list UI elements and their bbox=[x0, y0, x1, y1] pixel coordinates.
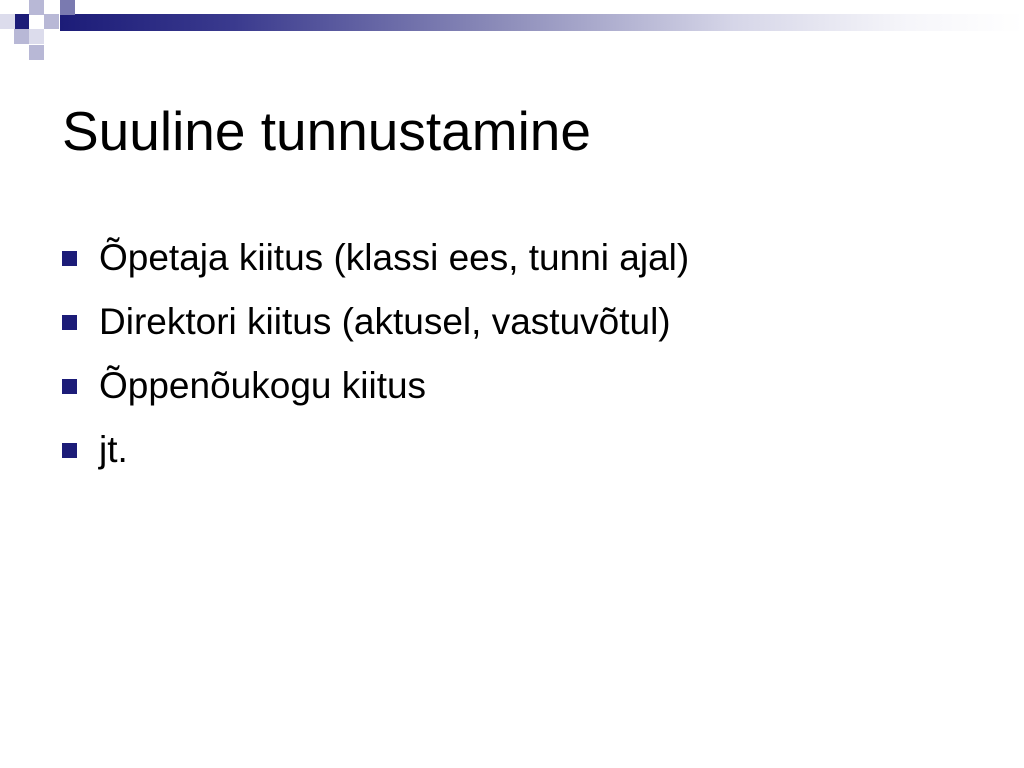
header-square-icon bbox=[14, 29, 29, 44]
slide-title: Suuline tunnustamine bbox=[62, 100, 591, 162]
header-square-icon bbox=[29, 29, 44, 44]
bullet-item bbox=[62, 226, 689, 290]
square-bullet-icon bbox=[62, 315, 77, 330]
bullet-text: Õppenõukogu kiitus bbox=[99, 365, 427, 406]
square-bullet-icon bbox=[62, 379, 77, 394]
header-square-icon bbox=[44, 14, 59, 29]
header-square-icon bbox=[14, 14, 29, 29]
header-square-icon bbox=[29, 0, 44, 15]
bullet-text: Õpetaja kiitus (klassi ees, tunni ajal) bbox=[99, 237, 690, 278]
square-bullet-icon bbox=[62, 251, 77, 266]
bullet-text: jt. bbox=[99, 429, 128, 470]
bullet-text: Direktori kiitus (aktusel, vastuvõtul) bbox=[99, 301, 671, 342]
bullet-item bbox=[62, 290, 689, 354]
bullet-item bbox=[62, 418, 689, 482]
bullet-item bbox=[62, 354, 689, 418]
bullet-list bbox=[62, 226, 689, 482]
square-bullet-icon bbox=[62, 443, 77, 458]
header-square-icon bbox=[29, 45, 44, 60]
header-gradient-band bbox=[60, 14, 1024, 31]
header-square-icon bbox=[0, 14, 15, 29]
header-square-icon bbox=[60, 0, 75, 15]
